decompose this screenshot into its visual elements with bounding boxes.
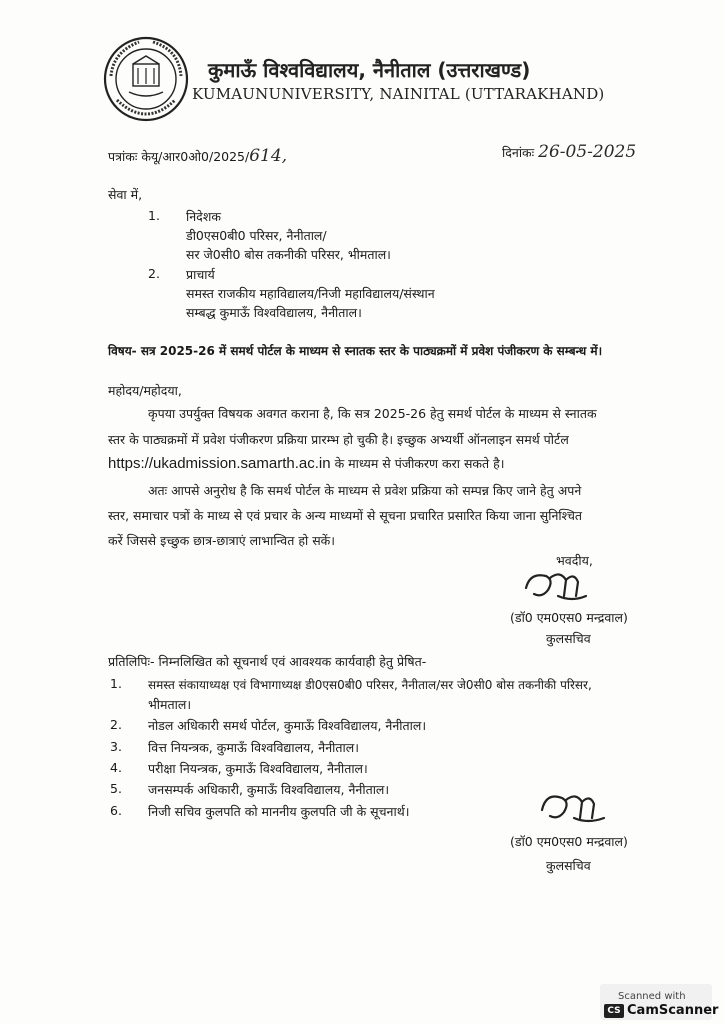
recipient-1-line-3: सर जे0सी0 बोस तकनीकी परिसर, भीमताल।: [186, 247, 391, 262]
body-para-1-line-3: [108, 455, 504, 472]
recipient-heading: सेवा में,: [108, 187, 143, 202]
copy-heading: प्रतिलिपिः- निम्नलिखित को सूचनार्थ एवं आवश्यक कार्यवाही हेतु प्रेषित-: [108, 654, 427, 669]
camscanner-name: CamScanner: [627, 1003, 719, 1018]
recipient-1-line-1: निदेशक: [186, 209, 221, 224]
date-label: दिनांकः: [502, 145, 535, 160]
admission-portal-url: https://ukadmission.samarth.ac.in: [108, 455, 331, 472]
body-para-1-line-3-rest: के माध्यम से पंजीकरण करा सकते है।: [330, 456, 505, 471]
recipient-2-line-2: समस्त राजकीय महाविद्यालय/निजी महाविद्यालय/संस्थान: [186, 286, 435, 301]
copy-item-3-number: 3.: [110, 739, 122, 754]
copy-item-6-text: निजी सचिव कुलपति को माननीय कुलपति जी के सूचनार्थ।: [148, 804, 410, 819]
body-para-1-line-1: कृपया उपर्युक्त विषयक अवगत कराना है, कि सत्र 2025-26 हेतु समर्थ पोर्टल के माध्यम से स्नातक: [148, 406, 597, 421]
body-para-2-line-1: अतः आपसे अनुरोध है कि समर्थ पोर्टल के माध्यम से प्रवेश प्रक्रिया को सम्पन्न किए जाने हेतु अपने: [148, 483, 582, 498]
copy-item-3-text: वित्त नियन्त्रक, कुमाऊँ विश्वविद्यालय, नैनीताल।: [148, 740, 359, 755]
copy-item-2-text: नोडल अधिकारी समर्थ पोर्टल, कुमाऊँ विश्वविद्यालय, नैनीताल।: [148, 718, 427, 733]
copy-item-5-text: जनसम्पर्क अधिकारी, कुमाऊँ विश्वविद्यालय, नैनीताल।: [148, 782, 390, 797]
closing: भवदीय,: [556, 553, 593, 568]
reference-number: [108, 146, 287, 166]
signatory-2-name: (डॉ0 एम0एस0 मन्द्रवाल): [510, 834, 628, 849]
signatory-2-designation: कुलसचिव: [546, 858, 591, 873]
reference-label: पत्रांकः केयू/आर0ओ0/2025/: [108, 149, 250, 164]
letter-subject: विषय- सत्र 2025-26 में समर्थ पोर्टल के माध्यम से स्नातक स्तर के पाठ्यक्रमों में प्रवेश पंजीकरण के सम्बन्ध में।: [108, 344, 603, 358]
handwritten-signature-1: [520, 566, 600, 604]
recipient-2-line-1: प्राचार्य: [186, 267, 215, 282]
university-name-hindi: कुमाऊँ विश्वविद्यालय, नैनीताल (उत्तराखण्ड): [208, 58, 531, 82]
university-name-english: KUMAUNUNIVERSITY, NAINITAL (UTTARAKHAND): [192, 85, 605, 103]
copy-item-6-number: 6.: [110, 803, 122, 818]
copy-item-5-number: 5.: [110, 781, 122, 796]
copy-item-4-text: परीक्षा नियन्त्रक, कुमाऊँ विश्वविद्यालय, नैनीताल।: [148, 761, 368, 776]
date-handwritten-value: 26-05-2025: [538, 142, 637, 162]
recipient-2-number: 2.: [148, 266, 160, 281]
camscanner-logo-icon: CS: [604, 1004, 624, 1018]
signatory-1-name: (डॉ0 एम0एस0 मन्द्रवाल): [510, 610, 628, 625]
camscanner-scanned-with: Scanned with: [618, 991, 686, 1002]
copy-item-2-number: 2.: [110, 717, 122, 732]
signatory-1-designation: कुलसचिव: [546, 631, 591, 646]
handwritten-signature-2: [536, 786, 616, 826]
recipient-1-number: 1.: [148, 208, 160, 223]
salutation: महोदय/महोदया,: [108, 383, 182, 398]
copy-item-4-number: 4.: [110, 760, 122, 775]
copy-item-1-number: 1.: [110, 676, 122, 691]
university-seal-logo: [103, 36, 189, 122]
recipient-2-line-3: सम्बद्ध कुमाऊँ विश्वविद्यालय, नैनीताल।: [186, 305, 362, 320]
recipient-1-line-2: डी0एस0बी0 परिसर, नैनीताल/: [186, 228, 327, 243]
body-para-2-line-2: स्तर, समाचार पत्रों के माध्य से एवं प्रचार के अन्य माध्यमों से सूचना प्रचारित प्रसारित किया जाना सुनिश्चित: [108, 508, 583, 523]
copy-item-1-line-2: भीमताल।: [148, 697, 192, 712]
copy-item-1-line-1: समस्त संकायाध्यक्ष एवं विभागाध्यक्ष डी0एस0बी0 परिसर, नैनीताल/सर जे0सी0 बोस तकनीकी परिसर,: [148, 678, 592, 692]
reference-handwritten-number: 614,: [249, 146, 288, 166]
body-para-1-line-2: स्तर के पाठ्यक्रमों में प्रवेश पंजीकरण प्रक्रिया प्रारम्भ हो चुकी है। इच्छुक अभ्यर्थी ऑनलाइन समर्थ पोर्टल: [108, 432, 569, 447]
body-para-2-line-3: करें जिससे इच्छुक छात्र-छात्राएं लाभान्वित हो सकें।: [108, 533, 335, 548]
letter-date: [502, 142, 636, 162]
